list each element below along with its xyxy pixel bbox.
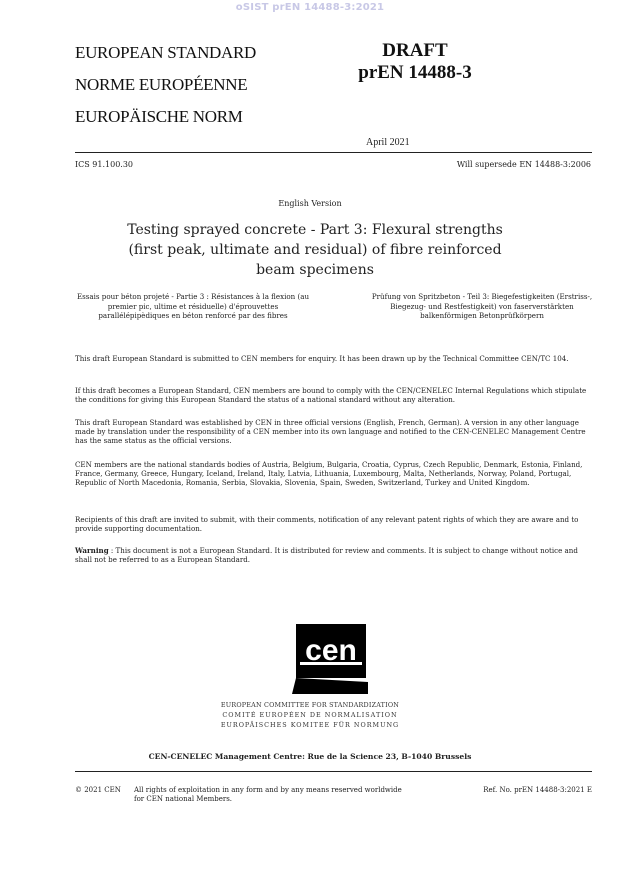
standard-name-fr: NORME EUROPÉENNE [75,75,248,94]
title-german: Prüfung von Spritzbeton - Teil 3: Biegefestigkeiten (Erstriss-, Biegezug- und Restfestigkeit) von faserverstärkten balkenförmigen Betonprüfkörpern [371,292,593,320]
org-name-de: EUROPÄISCHES KOMITEE FÜR NORMUNG [220,721,400,729]
standard-name-en: EUROPEAN STANDARD [75,43,257,62]
header-divider [75,152,592,153]
enquiry-paragraph: This draft European Standard is submitted to CEN members for enquiry. It has been drawn up by the Technical Committee CEN/TC 104. [75,354,569,363]
warning-text: : This document is not a European Standard. It is distributed for review and comments. It is subject to change without notice and shall not be referred to as a European Standard. [75,546,578,565]
warning-paragraph [75,546,592,564]
org-name-en: EUROPEAN COMMITTEE FOR STANDARDIZATION [220,701,400,709]
supersedes-note: Will supersede EN 14488-3:2006 [456,160,591,169]
document-title: Testing sprayed concrete - Part 3: Flexural strengths (first peak, ultimate and residual) of fibre reinforced beam specimens [127,222,503,278]
reference-number: Ref. No. prEN 14488-3:2021 E [483,786,592,794]
org-name-fr: COMITÉ EUROPÉEN DE NORMALISATION [222,711,398,719]
footer-divider [75,771,592,772]
language-version: English Version [278,199,342,208]
watermark: oSIST prEN 14488-3:2021 [235,2,385,13]
regulations-paragraph: If this draft becomes a European Standard, CEN members are bound to comply with the CEN/CENELEC Internal Regulations which stipulate the conditions for giving this European Standard the status of a national standard without any alteration. [75,386,587,405]
draft-block [350,40,480,84]
members-paragraph: CEN members are the national standards bodies of Austria, Belgium, Bulgaria, Croatia, Cyprus, Czech Republic, Denmark, Estonia, Finland, France, Germany, Greece, Hungary, Iceland, Ireland, Italy, Latvia, Lithuania, Luxembourg, Malta, Netherlands, Norway, Poland, Portugal, Republic of North Macedonia, Romania, Serbia, Slovakia, Slovenia, Spain, Sweden, Switzerland, Turkey and United Kingdom. [75,460,583,488]
versions-paragraph: This draft European Standard was established by CEN in three official versions (English, French, German). A version in any other language made by translation under the responsibility of a CEN member into its own language and notified to the CEN-CENELEC Management Centre has the same status as the official versions. [75,418,586,446]
ics-code: ICS 91.100.30 [75,160,134,169]
cen-logo-text: cen [305,634,357,667]
cen-logo-icon [292,624,368,694]
copyright: © 2021 CEN [75,786,121,794]
standard-name-de: EUROPÄISCHE NORM [75,107,243,126]
publication-date: April 2021 [366,137,410,148]
draft-number: prEN 14488-3 [358,62,472,83]
patents-paragraph: Recipients of this draft are invited to submit, with their comments, notification of any relevant patent rights of which they are aware and to provide supporting documentation. [75,515,579,534]
rights-notice: All rights of exploitation in any form and by any means reserved worldwide for CEN national Members. [134,786,402,803]
management-centre: CEN-CENELEC Management Centre: Rue de la Science 23, B-1040 Brussels [148,752,472,761]
draft-label: DRAFT [382,40,448,61]
warning-label: Warning [75,546,109,555]
title-french: Essais pour béton projeté - Partie 3 : Résistances à la flexion (au premier pic, ultime et résiduelle) d'éprouvettes parallélépipèdiques en béton renforcé par des fibres [76,292,310,320]
